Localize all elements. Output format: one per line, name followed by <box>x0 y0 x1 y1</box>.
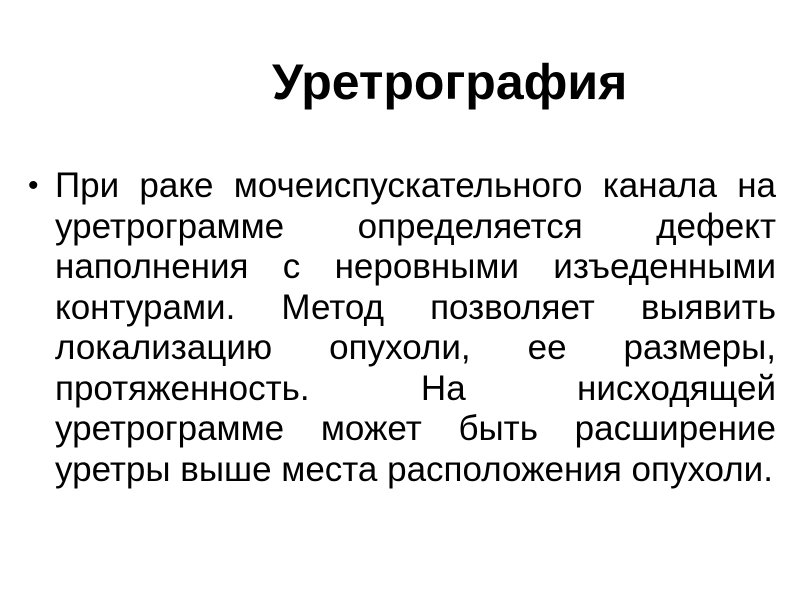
bullet-text: При раке мочеиспускательного канала на уретрограмме определяется дефект наполнения с неровными изъеденными контурами. Метод позволяет выявить локализацию опухоли, ее размеры, протяженность. На нисходящей уретрограмме может быть расширение уретры выше места расположения опухоли. <box>55 166 776 489</box>
bullet-marker: • <box>28 169 39 202</box>
bullet-item <box>28 166 776 490</box>
bullet-list <box>28 166 776 490</box>
slide-title: Уретрография <box>272 54 628 110</box>
